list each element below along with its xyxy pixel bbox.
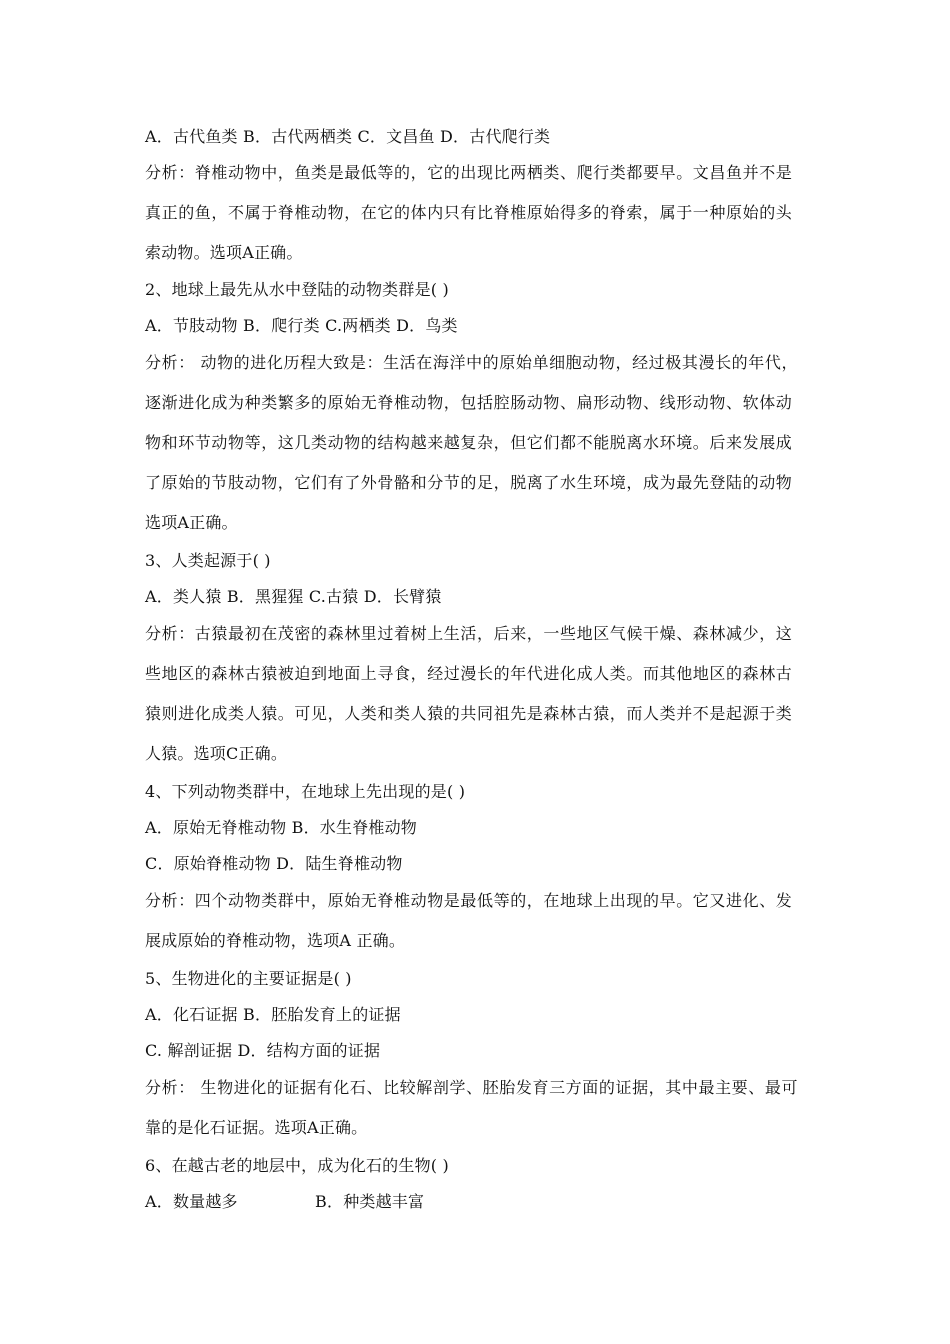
analysis-line: 展成原始的脊椎动物，选项A 正确。: [145, 931, 406, 950]
analysis-line: 物和环节动物等，这几类动物的结构越来越复杂，但它们都不能脱离水环境。后来发展成: [145, 433, 793, 452]
analysis-line: 真正的鱼，不属于脊椎动物，在它的体内只有比脊椎原始得多的脊索，属于一种原始的头: [145, 203, 793, 222]
analysis-line: 靠的是化石证据。选项A正确。: [145, 1118, 368, 1137]
analysis-line: 分析：脊椎动物中，鱼类是最低等的，它的出现比两栖类、爬行类都要早。文昌鱼并不是: [145, 163, 793, 182]
analysis-line: 索动物。选项A正确。: [145, 243, 303, 262]
analysis-line: 选项A正确。: [145, 513, 238, 532]
question-line: 3、人类起源于( ): [145, 551, 271, 570]
question-line: 4、下列动物类群中，在地球上先出现的是( ): [145, 782, 466, 801]
analysis-line: 分析： 动物的进化历程大致是：生活在海洋中的原始单细胞动物，经过极其漫长的年代，: [145, 353, 799, 372]
question-line: 5、生物进化的主要证据是( ): [145, 969, 352, 988]
question-line: 6、在越古老的地层中，成为化石的生物( ): [145, 1156, 449, 1175]
option-line: A．古代鱼类 B．古代两栖类 C．文昌鱼 D．古代爬行类: [145, 127, 551, 146]
analysis-line: 人猿。选项C正确。: [145, 744, 288, 763]
option-line: C．原始脊椎动物 D．陆生脊椎动物: [145, 854, 403, 873]
analysis-line: 猿则进化成类人猿。可见，人类和类人猿的共同祖先是森林古猿，而人类并不是起源于类: [145, 704, 793, 723]
option-line: A．化石证据 B．胚胎发育上的证据: [145, 1005, 401, 1024]
option-line: A．类人猿 B．黑猩猩 C.古猿 D．长臂猿: [145, 587, 442, 606]
analysis-line: 些地区的森林古猿被迫到地面上寻食，经过漫长的年代进化成人类。而其他地区的森林古: [145, 664, 793, 683]
option-line: A．节肢动物 B．爬行类 C.两栖类 D．鸟类: [145, 316, 458, 335]
option-line: A．数量越多 B．种类越丰富: [145, 1192, 425, 1211]
analysis-line: 了原始的节肢动物，它们有了外骨骼和分节的足，脱离了水生环境，成为最先登陆的动物: [145, 473, 793, 492]
option-line: C. 解剖证据 D．结构方面的证据: [145, 1041, 381, 1060]
analysis-line: 分析： 生物进化的证据有化石、比较解剖学、胚胎发育三方面的证据，其中最主要、最可: [145, 1078, 799, 1097]
analysis-line: 分析：四个动物类群中，原始无脊椎动物是最低等的，在地球上出现的早。它又进化、发: [145, 891, 793, 910]
analysis-line: 逐渐进化成为种类繁多的原始无脊椎动物，包括腔肠动物、扁形动物、线形动物、软体动: [145, 393, 793, 412]
option-line: A．原始无脊椎动物 B．水生脊椎动物: [145, 818, 417, 837]
analysis-line: 分析：古猿最初在茂密的森林里过着树上生活，后来，一些地区气候干燥、森林减少，这: [145, 624, 793, 643]
question-line: 2、地球上最先从水中登陆的动物类群是( ): [145, 280, 449, 299]
